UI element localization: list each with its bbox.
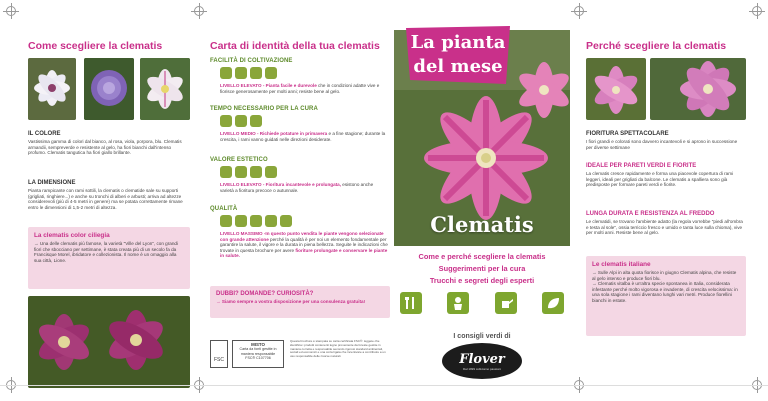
registration-mark-mid-right [574, 6, 584, 16]
plant-icon [265, 215, 277, 227]
watering-can-icon [495, 292, 517, 314]
photo-pink-clematis-right [586, 58, 646, 120]
ciliegia-heading: La clematis color ciliegia [34, 232, 110, 239]
valore-lead: LIVELLO ELEVATO - Fioritura incantevole e prolungata, [220, 182, 341, 187]
valore-text [220, 182, 388, 193]
flover-logo [442, 343, 522, 379]
photo-purple-double-clematis [84, 58, 134, 120]
dimensione-heading: LA DIMENSIONE [28, 180, 76, 186]
photo-white-clematis [28, 58, 76, 120]
plant-icon [250, 166, 262, 178]
dubbi-box [210, 286, 390, 318]
italiane-heading: Le clematis italiane [592, 261, 651, 268]
registration-mark-top-right [752, 6, 762, 16]
plant-icon [265, 67, 277, 79]
plant-icon [235, 67, 247, 79]
facilita-heading: FACILITÀ DI COLTIVAZIONE [210, 58, 293, 64]
middle-title: Carta di identità della tua clematis [210, 40, 380, 52]
photo-white-pink-stripe-clematis [140, 58, 190, 120]
center-sub1: Come e perché scegliere la clematis [418, 252, 546, 261]
tempo-lead: LIVELLO MEDIO - Richiede potature in primavera [220, 131, 328, 136]
plant-icon [250, 215, 262, 227]
fsc-sub: Carta da fonti gestite in maniera responsabile [239, 347, 277, 356]
qualita-heading: QUALITÀ [210, 206, 238, 212]
left-info-box [28, 227, 190, 289]
valore-rating [220, 166, 277, 178]
consigli-label: I consigli verdi di [453, 333, 511, 340]
plant-icon [235, 115, 247, 127]
registration-mark-top-left [6, 6, 16, 16]
left-column [28, 0, 190, 401]
right-title: Perché scegliere la clematis [586, 40, 727, 52]
center-sub3: Trucchi e segreti degli esperti [429, 276, 535, 285]
qualita-lead: LIVELLO MASSIMO -In questo punto vendita le piante vengono selezionate con grande attenzione [220, 231, 384, 242]
fsc-logo: FSC [210, 340, 228, 368]
ciliegia-text: → Una delle clematis più famose, la varietà "Ville del Lyon", con grandi fiori che sbocciano per settimane, è stata creata più di un secolo fa da Francisque Morel, ibridatore e collezionista. Il nome è un omaggio alla sua città, Lione. [34, 241, 178, 263]
fioritura-heading: FIORITURA SPETTACOLARE [586, 131, 669, 137]
pareti-heading: IDEALE PER PARETI VERDI E FIORITE [586, 163, 697, 169]
valore-heading: VALORE ESTETICO [210, 157, 268, 163]
durata-text: Le clematidi, se trovano l'ambiente adatto (la regola vorrebbe "piedi all'ombra e testa al sole", ossia terriccio fresco e umido e tanta luce sulla chioma), vive per molti anni. Resiste bene al gelo. [586, 219, 743, 236]
plant-icon [250, 67, 262, 79]
qualita-text [220, 231, 388, 259]
plant-icon [280, 215, 292, 227]
plant-icon [220, 115, 232, 127]
center-sub2: Suggerimenti per la cura [438, 264, 526, 273]
plant-icon [250, 115, 262, 127]
fsc-label-box [232, 340, 284, 368]
valore-body: esistono anche varietà a fioritura precoce o autunnale. [220, 182, 374, 193]
tempo-heading: TEMPO NECESSARIO PER LA CURA [210, 106, 318, 112]
dubbi-heading: DUBBI? DOMANDE? CURIOSITÀ? [216, 291, 314, 297]
dimensione-text: Pianta rampicante con rami sottili, la clematis o clematide sale su supporti (grigliati, ringhiere...) e anche su tronchi di alberi e arbusti; arriva ad altezze considerevoli (più di 4-5 metri in genere) ma se potata correttamente rimane entro le dimensioni di 1,5-2 metri di altezza. [28, 188, 183, 210]
facilita-rating [220, 67, 277, 79]
qualita-tail: fioriture prolungate e conservare le piante in salute. [220, 247, 388, 259]
plant-icon [265, 166, 277, 178]
center-panel [394, 0, 570, 401]
tempo-rating [220, 115, 262, 127]
flover-logo-text: Flover [459, 351, 505, 367]
dubbi-text: → Siamo sempre a vostra disposizione per una consulenza gratuita! [216, 299, 366, 304]
left-title: Come scegliere la clematis [28, 40, 163, 52]
month-banner [406, 26, 510, 84]
italiane-text1: → Sulle Alpi in alta quota fiorisce in giugno Clematis alpina, che resiste al gelo intenso e produce fiori blu. [592, 270, 737, 281]
right-info-box [586, 256, 746, 336]
italiane-text2: → Clematis vitalba è un'altra specie spontanea in Italia, considerata infestante perché molto vigorosa e invadente, di crescita velocissima: in una sola stagione i rami diventano lunghi vari metri. Produce fiorellini bianchi in estate. [592, 281, 738, 303]
pareti-text: La clematis cresce rapidamente e forma una piacevole copertura di rami leggeri, ideali per grigliati da balcone. Le clematis a spalliera sono già predisposte per formare pareti verdi e fiorite. [586, 171, 734, 188]
potted-plant-icon [447, 292, 469, 314]
qualita-rating [220, 215, 292, 227]
tempo-body: e a fine stagione; durante la crescita, i rami vanno guidati nelle direzioni desiderate. [220, 131, 386, 142]
plant-icon [220, 215, 232, 227]
facilita-body: che in condizioni adatte vive e fiorisce generosamente per molti anni; resiste bene al gelo. [220, 83, 380, 94]
plant-icon [220, 166, 232, 178]
banner-line1: La pianta [410, 32, 506, 53]
leaf-icon [542, 292, 564, 314]
banner-line2: del mese [413, 56, 503, 77]
plant-icon [235, 166, 247, 178]
photo-mauve-clematis-right [650, 58, 746, 120]
qualita-body: perché la qualità è per noi un elemento fondamentale per garantire la salute, il vigore e la durata in piena bellezza. Seguite le indicazioni che trovate in questa brochure per avere [220, 236, 388, 253]
facilita-text [220, 83, 388, 94]
tempo-text [220, 131, 388, 142]
fioritura-text: I fiori grandi e colorati sono davvero incantevoli e si aprono in successione per diverse settimane [586, 139, 738, 150]
fsc-text: Questa brochure è stampata su carta certificata FSC®: leggete che identifica i prodotti contenenti legno proveniente da foreste gestite in maniera corretta e responsabile secondo rigorosi standard ambientali, sociali ed economici e una corta ligata che incentivare a contribuire a un uso responsabile delle risorse naturali. [290, 339, 386, 359]
right-column [586, 0, 746, 401]
plant-icon [235, 215, 247, 227]
plant-name: Clematis [430, 212, 534, 237]
fsc-code: FSC® C107706 [245, 356, 271, 361]
colore-heading: IL COLORE [28, 131, 61, 137]
tools-icon [400, 292, 422, 314]
fsc-block [210, 340, 390, 370]
fsc-label: MISTO [251, 342, 265, 347]
bottom-strip [0, 385, 768, 397]
photo-cherry-clematis [28, 296, 190, 388]
durata-heading: LUNGA DURATA E RESISTENZA AL FREDDO [586, 211, 715, 217]
plant-icon [220, 67, 232, 79]
colore-text: Vastissima gamma di colori dal bianco, al rosa, viola, porpora, blu. Clematis armandii, sempreverde e resistente al gelo, ha fiori bianchi dall'intenso profumo. Clematis tangutica ha fiori giallo brillante. [28, 139, 182, 156]
middle-column [210, 0, 390, 401]
facilita-lead: LIVELLO ELEVATO - Pianta facile e durevole [220, 83, 317, 88]
center-icons [400, 292, 564, 314]
flover-logo-sub: Dal 1999 coltiviamo passioni [462, 366, 502, 371]
registration-mark-mid-left [194, 6, 204, 16]
